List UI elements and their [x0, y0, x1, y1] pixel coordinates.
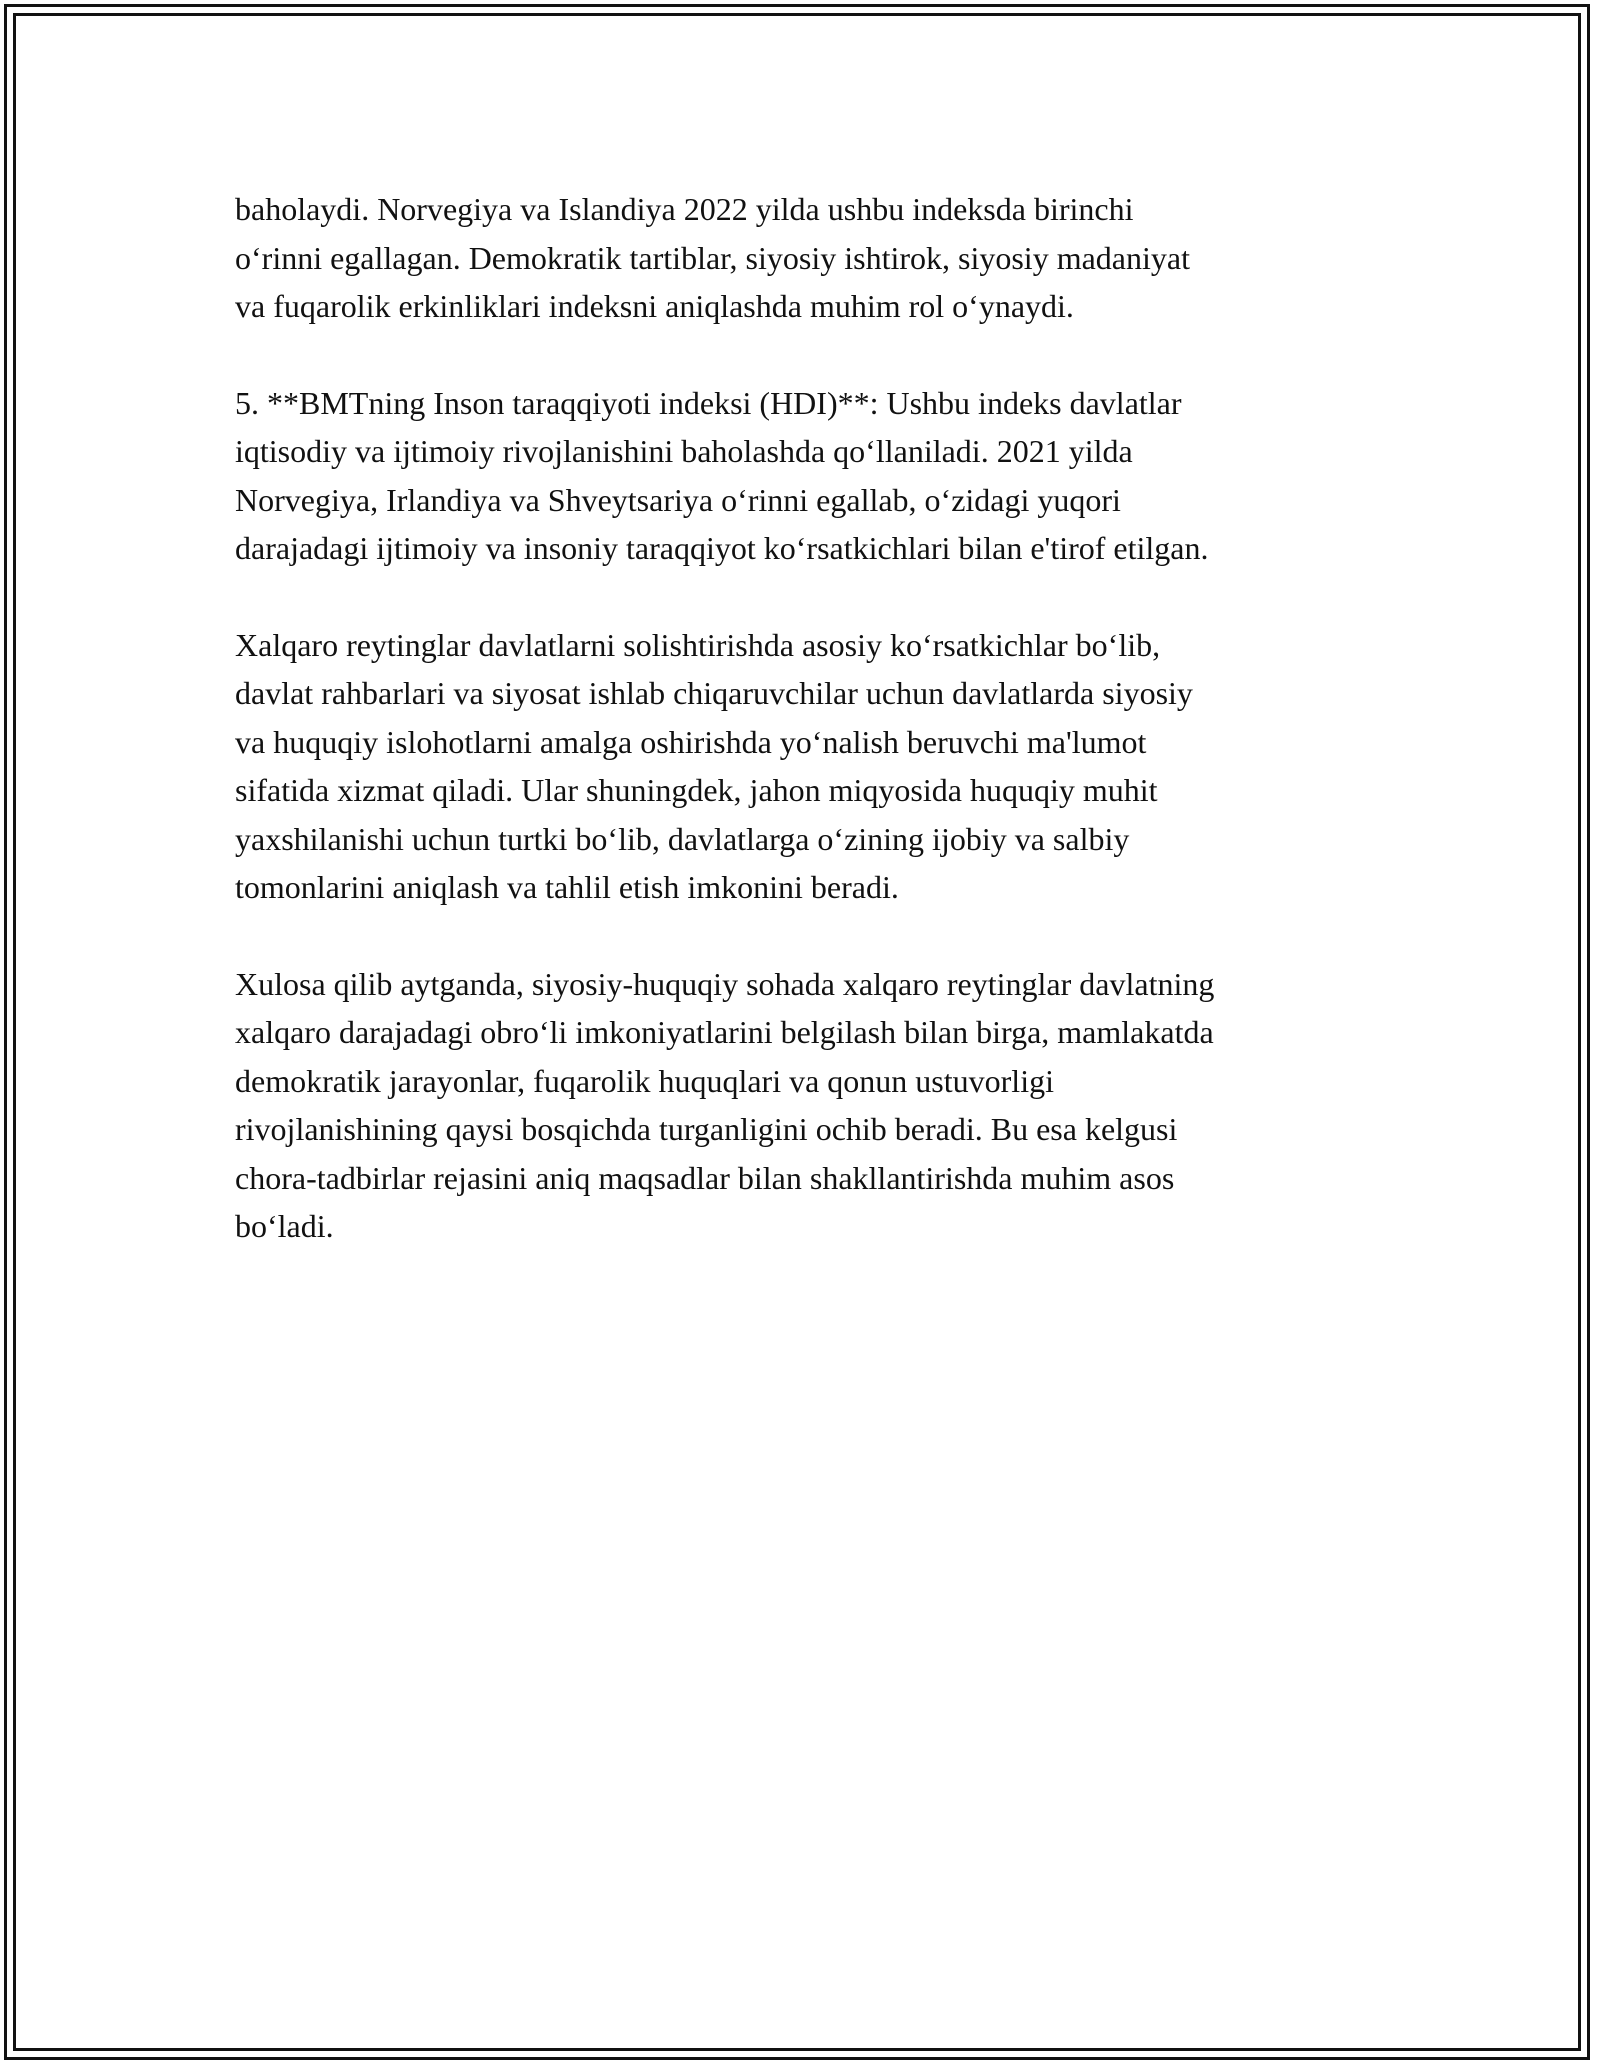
paragraph-international-ratings	[235, 621, 1375, 912]
paragraph-conclusion	[235, 960, 1375, 1251]
text-line: Xulosa qilib aytganda, siyosiy-huquqiy sohada xalqaro reytinglar davlatning	[235, 965, 1215, 1002]
text-line: va huquqiy islohotlarni amalga oshirishda yo‘nalish beruvchi ma'lumot	[235, 723, 1147, 760]
paragraph-democracy-index	[235, 185, 1375, 331]
text-line: 5. **BMTning Inson taraqqiyoti indeksi (HDI)**: Ushbu indeks davlatlar	[235, 384, 1182, 421]
text-line: xalqaro darajadagi obro‘li imkoniyatlarini belgilash bilan birga, mamlakatda	[235, 1014, 1214, 1050]
text-line: bo‘ladi.	[235, 1208, 334, 1244]
text-line: davlat rahbarlari va siyosat ishlab chiqaruvchilar uchun davlatlarda siyosiy	[235, 675, 1193, 711]
paragraph-hdi	[235, 379, 1375, 573]
text-line: baholaydi. Norvegiya va Islandiya 2022 yilda ushbu indeksda birinchi	[235, 191, 1134, 227]
text-line: yaxshilanishi uchun turtki bo‘lib, davlatlarga o‘zining ijobiy va salbiy	[235, 820, 1130, 857]
text-line: rivojlanishining qaysi bosqichda turganligini ochib beradi. Bu esa kelgusi	[235, 1111, 1178, 1147]
text-line: tomonlarini aniqlash va tahlil etish imkonini beradi.	[235, 869, 899, 905]
text-line: va fuqarolik erkinliklari indeksni aniqlashda muhim rol o‘ynaydi.	[235, 288, 1074, 324]
text-line: Xalqaro reytinglar davlatlarni solishtirishda asosiy ko‘rsatkichlar bo‘lib,	[235, 626, 1161, 663]
text-line: sifatida xizmat qiladi. Ular shuningdek, jahon miqyosida huquqiy muhit	[235, 772, 1158, 808]
text-line: Norvegiya, Irlandiya va Shveytsariya o‘rinni egallab, o‘zidagi yuqori	[235, 481, 1121, 518]
text-line: chora-tadbirlar rejasini aniq maqsadlar bilan shakllantirishda muhim asos	[235, 1159, 1175, 1196]
text-line: demokratik jarayonlar, fuqarolik huquqlari va qonun ustuvorligi	[235, 1062, 1054, 1099]
text-line: iqtisodiy va ijtimoiy rivojlanishini baholashda qo‘llaniladi. 2021 yilda	[235, 433, 1133, 469]
text-line: o‘rinni egallagan. Demokratik tartiblar, siyosiy ishtirok, siyosiy madaniyat	[235, 239, 1190, 276]
text-line: darajadagi ijtimoiy va insoniy taraqqiyot ko‘rsatkichlari bilan e'tirof etilgan.	[235, 530, 1209, 566]
document-body	[235, 185, 1375, 1299]
